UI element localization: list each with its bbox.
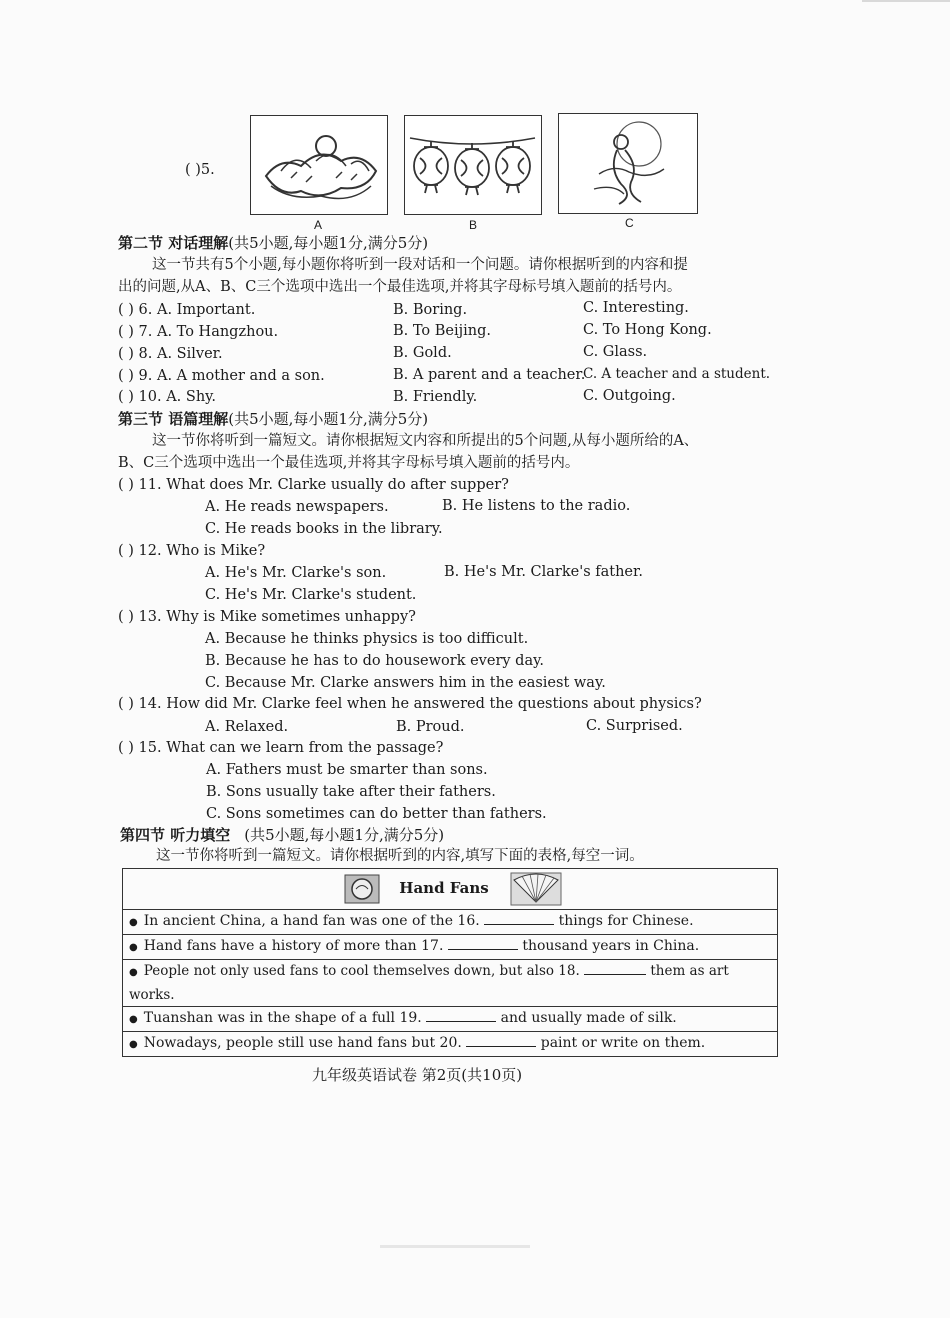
q11-option-b: B. He listens to the radio. — [442, 498, 631, 514]
q14-option-a: A. Relaxed. — [205, 719, 289, 735]
q8-option-a: ( ) 8. A. Silver. — [118, 346, 223, 362]
q13-option-a: A. Because he thinks physics is too difficult. — [205, 631, 529, 647]
q6-option-a: ( ) 6. A. Important. — [118, 302, 256, 318]
lanterns-icon — [405, 116, 540, 213]
q10-option-a: ( ) 10. A. Shy. — [118, 389, 217, 405]
section4-title: 第四节 听力填空 (共5小题,每小题1分,满分5分) — [120, 826, 445, 844]
q11-stem: ( ) 11. What does Mr. Clarke usually do after supper? — [118, 477, 509, 493]
table-row: ● Nowadays, people still use hand fans but 20. paint or write on them. — [123, 1032, 778, 1057]
caption-b: B — [469, 218, 478, 232]
blank-20[interactable] — [466, 1032, 536, 1047]
q7-option-c: C. To Hong Kong. — [583, 322, 712, 338]
blank-17[interactable] — [448, 935, 518, 950]
section3-instruction-2: B、C三个选项中选出一个最佳选项,并将其字母标号填入题前的括号内。 — [118, 455, 580, 471]
q11-option-c: C. He reads books in the library. — [205, 521, 443, 537]
section3-instruction-1: 这一节你将听到一篇短文。请你根据短文内容和所提出的5个问题,从每小题所给的A、 — [152, 433, 699, 449]
table-row: ● People not only used fans to cool themselves down, but also 18. them as art works. — [123, 960, 778, 1007]
caption-c: C — [625, 216, 634, 230]
q14-option-c: C. Surprised. — [586, 718, 683, 734]
blank-16[interactable] — [484, 910, 554, 925]
caption-a: A — [314, 218, 323, 232]
q8-option-b: B. Gold. — [393, 345, 452, 361]
table-row: ● Tuanshan was in the shape of a full 19. and usually made of silk. — [123, 1007, 778, 1032]
scan-artifact — [380, 1245, 530, 1248]
picture-dragon-boat — [250, 115, 388, 215]
page-footer: 九年级英语试卷 第2页(共10页) — [312, 1066, 523, 1084]
picture-chang-e — [558, 113, 698, 214]
dragon-boat-icon — [251, 116, 386, 213]
q13-option-c: C. Because Mr. Clarke answers him in the easiest way. — [205, 675, 606, 691]
q12-option-b: B. He's Mr. Clarke's father. — [444, 564, 643, 580]
q14-stem: ( ) 14. How did Mr. Clarke feel when he answered the questions about physics? — [118, 696, 702, 712]
q14-option-b: B. Proud. — [396, 719, 465, 735]
blank-18[interactable] — [584, 960, 646, 975]
q9-option-c: C. A teacher and a student. — [583, 366, 771, 382]
q15-option-c: C. Sons sometimes can do better than fathers. — [206, 806, 547, 822]
q15-option-b: B. Sons usually take after their fathers. — [206, 784, 496, 800]
q5-label: ( )5. — [185, 162, 215, 178]
q12-option-c: C. He's Mr. Clarke's student. — [205, 587, 417, 603]
picture-lanterns — [404, 115, 542, 215]
q8-option-c: C. Glass. — [583, 344, 648, 360]
hand-fans-table — [122, 868, 778, 1057]
q12-stem: ( ) 12. Who is Mike? — [118, 543, 266, 559]
q6-option-b: B. Boring. — [393, 302, 468, 318]
q13-option-b: B. Because he has to do housework every day. — [205, 653, 544, 669]
table-row: ● Hand fans have a history of more than 17. thousand years in China. — [123, 935, 778, 960]
folding-fan-icon — [510, 872, 562, 906]
section2-instruction-1: 这一节共有5个小题,每小题你将听到一段对话和一个问题。请你根据听到的内容和提 — [152, 257, 688, 273]
q7-option-b: B. To Beijing. — [393, 323, 491, 339]
q10-option-b: B. Friendly. — [393, 389, 478, 405]
moon-goddess-icon — [559, 114, 696, 212]
table-row: ● In ancient China, a hand fan was one of the 16. things for Chinese. — [123, 910, 778, 935]
round-fan-icon — [344, 874, 380, 904]
q12-option-a: A. He's Mr. Clarke's son. — [205, 565, 387, 581]
q9-option-a: ( ) 9. A. A mother and a son. — [118, 368, 325, 384]
q6-option-c: C. Interesting. — [583, 300, 689, 316]
q15-option-a: A. Fathers must be smarter than sons. — [206, 762, 488, 778]
q10-option-c: C. Outgoing. — [583, 388, 676, 404]
section2-title: 第二节 对话理解(共5小题,每小题1分,满分5分) — [118, 234, 429, 252]
section3-title: 第三节 语篇理解(共5小题,每小题1分,满分5分) — [118, 410, 429, 428]
q9-option-b: B. A parent and a teacher. — [393, 367, 586, 383]
q15-stem: ( ) 15. What can we learn from the passage? — [118, 740, 444, 756]
table-title: Hand Fans — [399, 879, 489, 897]
q11-option-a: A. He reads newspapers. — [205, 499, 389, 515]
q7-option-a: ( ) 7. A. To Hangzhou. — [118, 324, 279, 340]
section2-instruction-2: 出的问题,从A、B、C三个选项中选出一个最佳选项,并将其字母标号填入题前的括号内。 — [118, 279, 682, 295]
blank-19[interactable] — [426, 1007, 496, 1022]
section4-instruction: 这一节你将听到一篇短文。请你根据听到的内容,填写下面的表格,每空一词。 — [156, 848, 644, 864]
scan-artifact — [862, 0, 950, 2]
q13-stem: ( ) 13. Why is Mike sometimes unhappy? — [118, 609, 416, 625]
table-header-row — [123, 869, 778, 910]
